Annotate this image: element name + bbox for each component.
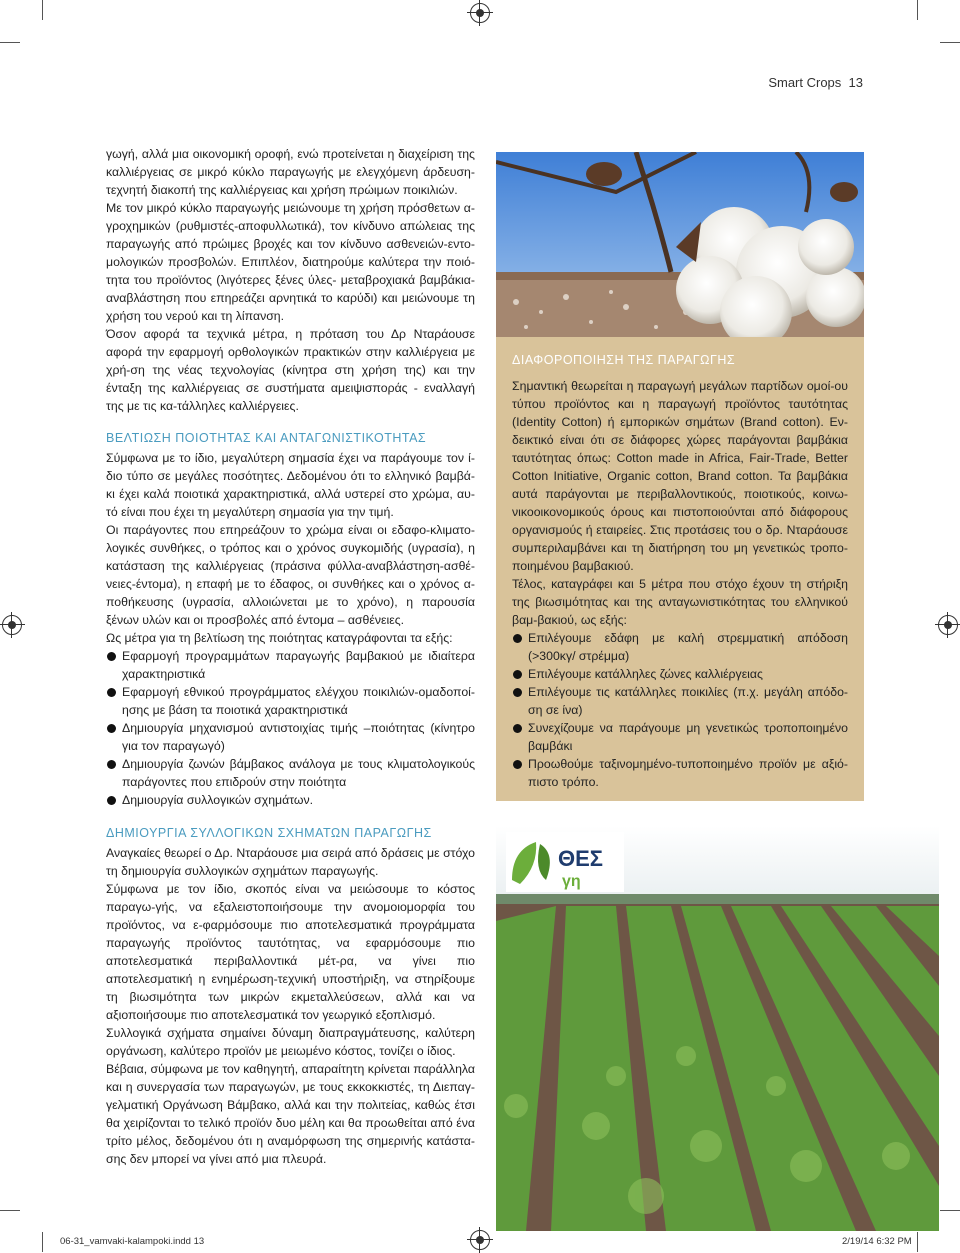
paragraph: Τέλος, καταγράφει και 5 μέτρα που στόχο έχουν τη στήριξη της βιωσιμότητας και της ανταγωνιστικότητας του ελληνικού βαμ-βακιού, ως εξής: [512,577,848,627]
logo-text: ΘΕΣ [558,846,603,871]
paragraph: Όσον αφορά τα τεχνικά μέτρα, η πρόταση του Δρ Νταράουσε αφορά την εφαρμογή ορθολογικών πρακτικών στην καλλιέργεια με χρή-ση της νέας τεχνολογίας (κίνητρα στη χρήση της) και την ένταξη της καλλιέργειας σε συστήματα αμειψισποράς - εναλλαγή της με τις κα-τάλληλες καλλιέργειες. [106,327,475,413]
registration-mark-icon [470,1230,490,1250]
paragraph: Συλλογικά σχήματα σημαίνει δύναμη διαπραγμάτευσης, καλύτερη οργάνωση, καλύτερο προϊόν με μειωμένο κόστος, τονίζει ο ίδιος. [106,1026,475,1058]
crop-mark [0,1210,20,1211]
crop-mark [42,1232,43,1252]
section-heading: ΒΕΛΤΙΩΣΗ ΠΟΙΟΤΗΤΑΣ ΚΑΙ ΑΝΤΑΓΩΝΙΣΤΙΚΟΤΗΤΑΣ [106,431,427,445]
list-item: Επιλέγουμε τις κατάλληλες ποικιλίες (π.χ. μεγάλη απόδο-ση σε ίνα) [512,683,848,719]
logo-subtext: γη [562,873,581,890]
paragraph: Σημαντική θεωρείται η παραγωγή μεγάλων παρτίδων ομοί-ου τύπου προϊόντος και η παραγωγή προϊόντος ταυτότητας (Identity Cotton) ή εμπορικών σημάτων (Brand cotton). Εν-δεικτικό είναι ότι σε διάφορες χώρες παράγονται βαμβάκια ταυτότητας όπως: Cotton made in Africa, Fair-Trade, Better Cotton Initiative, Organic cotton, Brand cotton. Τα βαμβάκια αυτά παράγονται με περιβαλλοντικούς, ποιοτικούς, κοινω-νικοοικονομικούς όρους και πιστοποιούνται από διάφορους οργανισμούς ή εταιρείες. Στις προτάσεις του ο δρ. Νταράουσε συμπεριλαμβάνει και τη διατήρηση του μη γενετικώς τροπο-ποιημένου βαμβακιού. [512,379,848,573]
paragraph: Με τον μικρό κύκλο παραγωγής μειώνουμε τη χρήση πρόσθετων α-γροχημικών (ρυθμιστές-αποφυλλωτικά), τον κίνδυνο απώλειας της παραγωγής από πρώιμες βροχές και τον κίνδυνο ασθενειών-εντο-μολογικών προσβολών. Επιπλέον, διατηρούμε καλύτερα την ποιό-τητα του προϊόντος (λιγότερες ξένες ύλες- μεταβροχιακά βαμβάκια-αναβλάστηση που επηρεάζει αρνητικά το καρύδι) και μειώνουμε τη χρήση του νερού και τη λίπανση. [106,201,475,323]
crop-mark [940,1210,960,1211]
paragraph: Σύμφωνα με το ίδιο, μεγαλύτερη σημασία έχει να παράγουμε τον ί-διο τύπο σε μεγάλες ποσότητες. Δεδομένου ότι το ελληνικό βαμβά-κι έχει καλά ποιοτικά χαρακτηριστικά, αλλά υστερεί στο χρώμα, αυ-τό είναι που έχει τη μεγαλύτερη σημασία για την τιμή. [106,451,475,519]
thes-gi-logo [506,832,624,892]
left-column [106,145,475,809]
list-item: Δημιουργία συλλογικών σχημάτων. [106,791,475,809]
list-item: Συνεχίζουμε να παράγουμε μη γενετικώς τροποποιημένο βαμβάκι [512,719,848,755]
registration-mark-icon [2,615,22,635]
footer-file-info: 06-31_vamvaki-kalampoki.indd 13 [60,1236,205,1247]
crop-mark [940,42,960,43]
paragraph: Αναγκαίες θεωρεί ο Δρ. Νταράουσε μια σειρά από δράσεις με στόχο τη δημιουργία συλλογικών σχημάτων παραγωγής. [106,846,475,878]
list-item: Εφαρμογή εθνικού προγράμματος ελέγχου ποικιλιών-ομαδοποί-ησης με βάση τα ποιοτικά χαρακτηριστικά [106,683,475,719]
left-column-lower [106,824,475,1168]
running-header [768,75,863,90]
header-title: Smart Crops [768,75,842,90]
list-item: Εφαρμογή προγραμμάτων παραγωγής βαμβακιού με ιδιαίτερα χαρακτηριστικά [106,647,475,683]
crop-mark [42,0,43,20]
cotton-field-photo [496,826,939,1231]
paragraph: Ως μέτρα για τη βελτίωση της ποιότητας καταγράφονται τα εξής: [106,631,453,645]
registration-mark-icon [938,615,958,635]
bullet-list [106,647,475,809]
paragraph: Οι παράγοντες που επηρεάζουν το χρώμα είναι οι εδαφο-κλιματο-λογικές συνθήκες, ο τρόπος και ο χρόνος συγκομιδής (υγρασία), η κατάσταση της καλλιέργειας (πράσινα φύλλα-αναβλάστηση-ασθέ-νειες-έντομα), η επαφή με το έδαφος, οι συνθήκες και ο χρόνος α-ποθήκευσης (υγρασία, αλλοιώνεται με το χρόνο), η παρουσία ξένων υλών και οι προσβολές από έντομα – ασθένειες. [106,523,475,627]
paragraph: Βέβαια, σύμφωνα με τον καθηγητή, απαραίτητη κρίνεται παράλληλα και η συνεργασία των παραγωγών, με τους εκκοκκιστές, τη Διεπαγ-γελματική Οργάνωση Βάμβακο, αλλά και την πολιτείας, καθώς έτσι θα χειρίζονται το τελικό προϊόν δυο μέλη και θα προωθείται από ένα τρίτο μέλος, δεδομένου ότι η αναμόρφωση της σημερινής κατάστα-σης δεν μπορεί να γίνει από μια πλευρά. [106,1062,475,1166]
list-item: Επιλέγουμε κατάλληλες ζώνες καλλιέργειας [512,665,848,683]
registration-mark-icon [470,3,490,23]
paragraph: γωγή, αλλά μια οικονομική οροφή, ενώ προτείνεται η διαχείριση της καλλιέργειας σε μικρό κύκλο παραγωγής με ελεγχόμενη άρδευση-τεχνητή διακοπή της καλλιέργειας και χρήση πρώιμων ποικιλιών. [106,147,475,197]
cotton-boll-photo [496,152,864,337]
bullet-list [512,629,848,791]
footer-timestamp: 2/19/14 6:32 PM [842,1236,912,1247]
list-item: Δημιουργία ζωνών βάμβακος ανάλογα με τους κλιματολογικούς παράγοντες που επιδρούν στην ποιότητα [106,755,475,791]
section-heading: ΔΗΜΙΟΥΡΓΙΑ ΣΥΛΛΟΓΙΚΩΝ ΣΧΗΜΑΤΩΝ ΠΑΡΑΓΩΓΗΣ [106,826,432,840]
crop-mark [917,1232,918,1252]
sidebar-heading: ΔΙΑΦΟΡΟΠΟΙΗΣΗ ΤΗΣ ΠΑΡΑΓΩΓΗΣ [512,353,736,367]
crop-mark [917,0,918,20]
list-item: Επιλέγουμε εδάφη με καλή στρεμματική απόδοση (>300κγ/ στρέμμα) [512,629,848,665]
crop-mark [0,42,20,43]
list-item: Δημιουργία μηχανισμού αντιστοιχίας τιμής –ποιότητας (κίνητρο για τον παραγωγό) [106,719,475,755]
paragraph: Σύμφωνα με τον ίδιο, σκοπός είναι να μειώσουμε το κόστος παραγω-γής, να εξαλειστοποιήσουμε την ανομοιομορφία του προϊόντος, να ε-φαρμόσουμε πιο αποτελεσματικά προγράμματα παραγωγής προϊόντος ταυτότητας, να εφαρμόσουμε πιο αποτελεσματικά περιβαλλοντικά μέτ-ρα, να γίνει πιο αποτελεσματική η ενημέρωση-τεχνική υποστήριξη, να στηρίξουμε τη βιωσιμότητα των μικρών εκμεταλλεύσεων, αλλά και να αξιοποιήσουμε πιο αποτελεσματικά τον γεωργικό εξοπλισμό. [106,882,475,1022]
page-number: 13 [848,75,863,90]
sidebar-box [496,337,864,801]
list-item: Προωθούμε ταξινομημένο-τυποποιημένο προϊόν με αξιό-πιστο τρόπο. [512,755,848,791]
